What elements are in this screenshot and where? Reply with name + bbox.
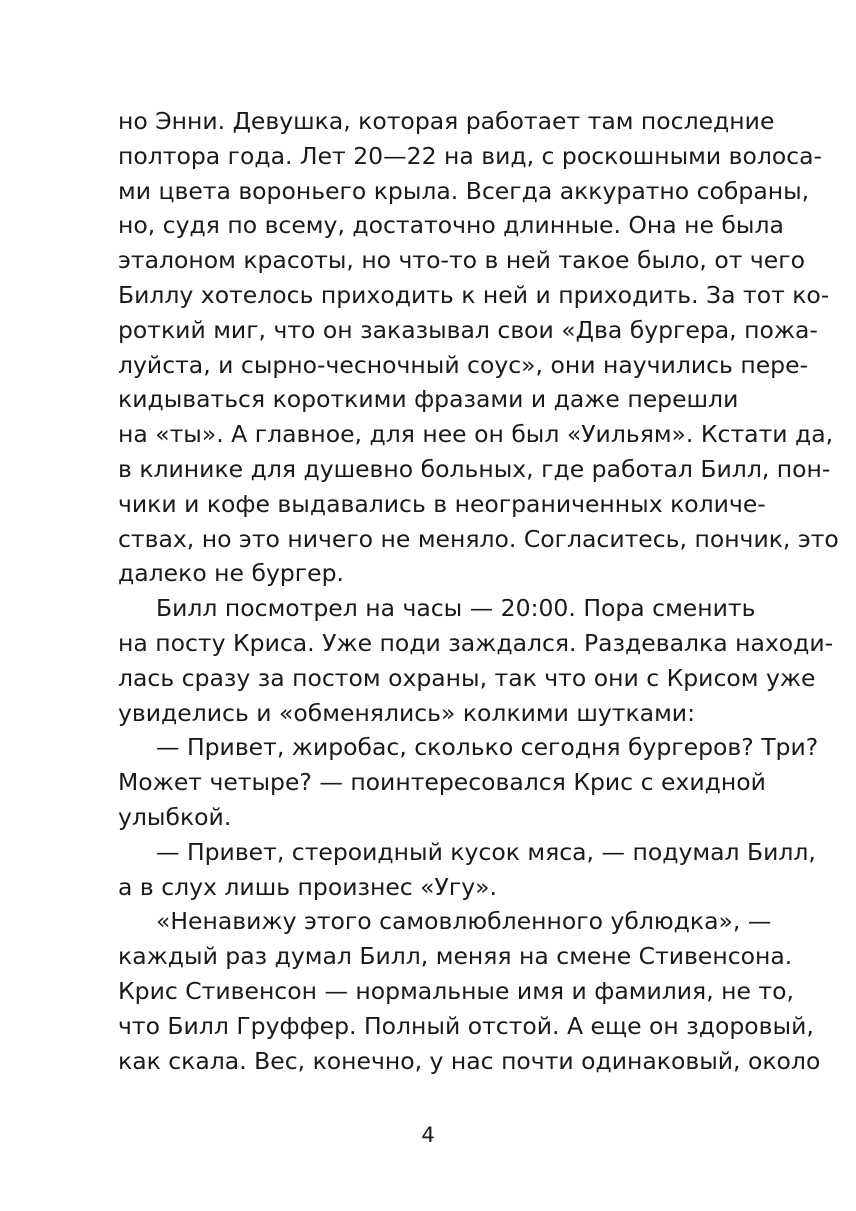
- text-line: увиделись и «обменялись» колкими шутками:: [118, 698, 696, 727]
- text-line: лась сразу за постом охраны, так что они с Крисом уже: [118, 663, 816, 692]
- body-text: [118, 104, 839, 1078]
- text-line: полтора года. Лет 20—22 на вид, с роскошными волоса-: [118, 141, 823, 170]
- text-line: Может четыре? — поинтересовался Крис с ехидной: [118, 768, 766, 797]
- text-line: ми цвета вороньего крыла. Всегда аккуратно собраны,: [118, 176, 810, 205]
- text-line: а в слух лишь произнес «Угу».: [118, 872, 497, 901]
- text-line: — Привет, стероидный кусок мяса, — подумал Билл,: [156, 837, 816, 866]
- text-line: в клинике для душевно больных, где работал Билл, пон-: [118, 454, 831, 483]
- text-line: на «ты». А главное, для нее он был «Уильям». Кстати да,: [118, 420, 834, 449]
- text-line: эталоном красоты, но что-то в ней такое было, от чего: [118, 246, 805, 275]
- text-line: каждый раз думал Билл, меняя на смене Стивенсона.: [118, 942, 793, 971]
- text-line: на посту Криса. Уже поди заждался. Раздевалка находи-: [118, 628, 834, 657]
- text-line: но Энни. Девушка, которая работает там последние: [118, 107, 775, 135]
- text-line: Билл посмотрел на часы — 20:00. Пора сменить: [156, 594, 756, 623]
- text-line: кидываться короткими фразами и даже перешли: [118, 385, 739, 414]
- text-line: ствах, но это ничего не меняло. Согласитесь, пончик, это: [118, 524, 839, 553]
- text-line: далеко не бургер.: [118, 559, 344, 588]
- text-line: Крис Стивенсон — нормальные имя и фамилия, не то,: [118, 976, 794, 1005]
- text-line: луйста, и сырно-чесночный соус», они научились пере-: [118, 350, 809, 379]
- text-line: Биллу хотелось приходить к ней и приходить. За тот ко-: [118, 280, 830, 309]
- text-line: роткий миг, что он заказывал свои «Два бургера, пожа-: [118, 315, 818, 344]
- text-line: но, судя по всему, достаточно длинные. Она не была: [118, 211, 784, 240]
- text-line: — Привет, жиробас, сколько сегодня бургеров? Три?: [156, 733, 819, 762]
- text-line: как скала. Вес, конечно, у нас почти одинаковый, около: [118, 1046, 821, 1075]
- text-line: чики и кофе выдавались в неограниченных количе-: [118, 489, 766, 518]
- text-line: «Ненавижу этого самовлюбленного ублюдка», —: [156, 907, 772, 936]
- page-number: 4: [421, 1123, 435, 1147]
- text-line: что Билл Груффер. Полный отстой. А еще он здоровый,: [118, 1011, 814, 1040]
- text-line: улыбкой.: [118, 802, 232, 831]
